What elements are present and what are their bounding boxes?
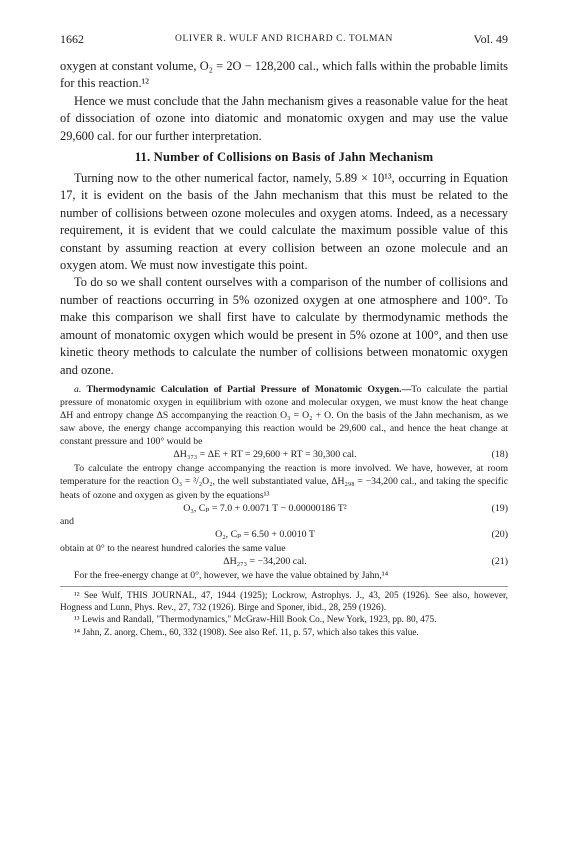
equation-expression: O₂, Cₚ = 6.50 + 0.0010 T [215, 528, 315, 540]
paragraph: For the free-energy change at 0°, however, we have the value obtained by Jahn,¹⁴ [74, 569, 389, 581]
page-number: 1662 [60, 32, 84, 46]
equation-number: (19) [491, 502, 508, 514]
running-title: OLIVER R. WULF AND RICHARD C. TOLMAN [175, 34, 393, 44]
paragraph: To do so we shall content ourselves with a comparison of the number of collisions and number of reactions occurring in 5% ozonized oxygen at one atmosphere and 100°. To make this comparison we shall first have to calculate by thermodynamic methods the amount of monatomic oxygen which would be present in 5% ozone at 100°, and then use kinetic theory methods to calculate the number of collisions between monatomic oxygen and ozone. [60, 275, 508, 377]
subsection-heading: Thermodynamic Calculation of Partial Pressure of Monatomic Oxygen.— [86, 383, 412, 395]
footnote-13: ¹³ Lewis and Randall, "Thermodynamics," McGraw-Hill Book Co., New York, 1923, pp. 80, 475. [74, 615, 437, 626]
subsection-label: a. [74, 383, 82, 395]
equation-number: (18) [491, 449, 508, 461]
equation-number: (21) [491, 555, 508, 567]
paragraph: obtain at 0° to the nearest hundred calories the same value [60, 542, 286, 554]
footnote-12: ¹² See Wulf, THIS JOURNAL, 47, 1944 (1925); Lockrow, Astrophys. J., 43, 205 (1926). See also, however, Hogness and Lunn, Phys. Rev., 27, 732 (1926). Birge and Sponer, ibid., 28, 259 (1926). [60, 590, 508, 614]
equation-20 [60, 528, 508, 542]
conjunction-and: and [60, 515, 74, 527]
subsection-paragraph [60, 383, 508, 448]
equation-21 [60, 555, 508, 569]
paragraph: Turning now to the other numerical factor, namely, 5.89 × 10¹³, occurring in Equation 17, it is evident on the basis of the Jahn mechanism that this must be related to the number of collisions between ozone molecules and oxygen atoms. Indeed, as a necessary requirement, it is evident that we could calculate the maximum possible value of this constant by assuming reaction at every collision between an ozone molecule and an oxygen atom. We must now investigate this point. [60, 171, 508, 273]
equation-19 [60, 502, 508, 516]
footnotes [60, 590, 508, 639]
subsection-text: To calculate the partial pressure of monatomic oxygen in equilibrium with ozone and molecular oxygen, we must know the heat change ΔH and entropy change ΔS accompanying the reaction O₃ = O₂ + O. On the basis of the Jahn mechanism, as we saw above, the energy change accompanying this reaction would be 29,600 cal., and hence the heat change at constant pressure and 100° would be [60, 383, 508, 448]
volume-label: Vol. 49 [473, 32, 508, 46]
paragraph: Hence we must conclude that the Jahn mechanism gives a reasonable value for the heat of dissociation of ozone into diatomic and monatomic oxygen and may use the value 29,600 cal. for our further interpretation. [60, 93, 508, 143]
footnote-14: ¹⁴ Jahn, Z. anorg. Chem., 60, 332 (1908). See also Ref. 11, p. 57, which also takes this value. [74, 627, 419, 638]
equation-expression: ΔH₂₇₃ = −34,200 cal. [223, 555, 307, 567]
equation-expression: O₃, Cₚ = 7.0 + 0.0071 T − 0.00000186 T² [183, 502, 347, 514]
section-heading: 11. Number of Collisions on Basis of Jahn Mechanism [134, 150, 434, 165]
equation-18 [60, 448, 508, 462]
equation-expression: ΔH₃₇₃ = ΔE + RT = 29,600 + RT = 30,300 cal. [173, 449, 357, 461]
article-body [60, 58, 508, 639]
paragraph: oxygen at constant volume, O₂ = 2O − 128,200 cal., which falls within the probable limits for this reaction.¹² [60, 59, 508, 91]
paragraph: To calculate the entropy change accompanying the reaction is more involved. We have, however, at room temperature for the reaction O₃ = ³/₂O₂, the well substantiated value, ΔH₂₉₈ = −34,200 cal., and taking the specific heats of ozone and oxygen as given by the equations¹³ [60, 463, 508, 501]
equation-number: (20) [491, 528, 508, 540]
page-header [60, 32, 508, 50]
footnote-divider [60, 586, 508, 587]
subsection [60, 383, 508, 582]
